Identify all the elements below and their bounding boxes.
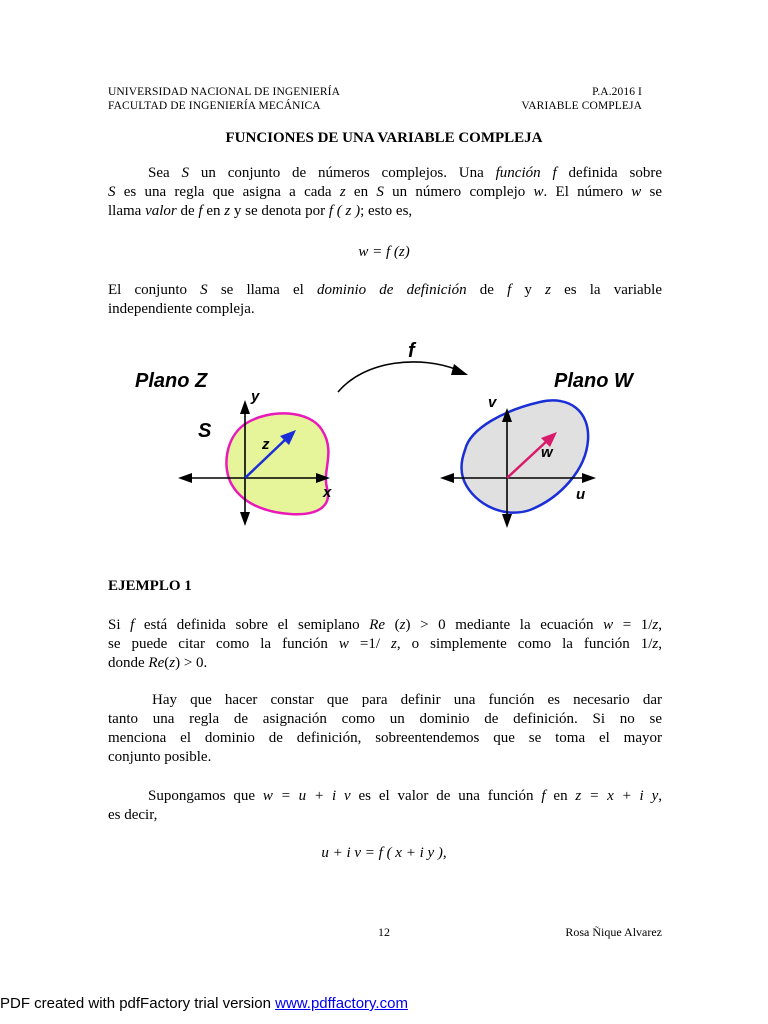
header-course: VARIABLE COMPLEJA <box>521 100 642 112</box>
label-y: y <box>251 388 260 405</box>
mapping-figure <box>0 330 768 530</box>
example-line-1: Si f está definida sobre el semiplano Re (z) > 0 mediante la ecuación w = 1/z, <box>108 617 663 633</box>
header-term: P.A.2016 I <box>592 86 642 98</box>
header-faculty: FACULTAD DE INGENIERÍA MECÁNICA <box>108 100 321 112</box>
label-plano-z: Plano Z <box>135 370 208 392</box>
example-line-2: se puede citar como la función w =1/ z, o simplemente como la función 1/z, <box>108 636 662 652</box>
label-s: S <box>198 420 212 442</box>
region-s <box>226 413 328 514</box>
rule-line-1: Hay que hacer constar que para definir una función es necesario dar <box>152 692 662 708</box>
pdf-footer <box>0 995 408 1012</box>
mapping-arc-head <box>451 364 468 375</box>
label-f: f <box>408 340 415 362</box>
label-plano-w: Plano W <box>554 370 633 392</box>
domain-line-2: independiente compleja. <box>108 301 255 317</box>
intro-paragraph <box>108 164 662 221</box>
intro-line-2: S es una regla que asigna a cada z en S un número complejo w. El número w se <box>108 184 663 200</box>
rule-line-4: conjunto posible. <box>108 749 212 765</box>
header-university: UNIVERSIDAD NACIONAL DE INGENIERÍA <box>108 86 340 98</box>
page-number: 12 <box>378 925 390 939</box>
x-axis-z-arrow-left <box>178 473 192 483</box>
header-right <box>521 85 642 113</box>
example-paragraph <box>108 616 662 673</box>
region-w <box>462 400 589 512</box>
example-heading: EJEMPLO 1 <box>108 578 192 594</box>
pdf-note: PDF created with pdfFactory trial version <box>0 995 276 1012</box>
label-u: u <box>576 486 586 503</box>
mapping-arc <box>338 362 458 392</box>
pdf-factory-link[interactable]: www.pdffactory.com <box>275 995 408 1012</box>
label-z: z <box>262 436 270 453</box>
y-axis-z-arrow-up <box>240 400 250 414</box>
author: Rosa Ñique Alvarez <box>565 925 662 939</box>
example-line-3: donde Re(z) > 0. <box>108 655 208 671</box>
intro-line-1: Sea S un conjunto de números complejos. Una función f definida sobre <box>148 165 662 181</box>
v-axis-w-arrow-down <box>502 514 512 528</box>
page-title: FUNCIONES DE UNA VARIABLE COMPLEJA <box>225 130 543 146</box>
rule-line-3: menciona el dominio de definición, sobreentendemos que se toma el mayor <box>108 730 662 746</box>
suppose-line-2: es decir, <box>108 807 158 823</box>
u-axis-w-arrow-left <box>440 473 454 483</box>
suppose-paragraph <box>108 787 662 825</box>
domain-line-1: El conjunto S se llama el dominio de definición de f y z es la variable <box>108 282 663 298</box>
u-axis-w-arrow-right <box>582 473 596 483</box>
equation-u-iv: u + i v = f ( x + i y ), <box>321 845 447 861</box>
y-axis-z-arrow-down <box>240 512 250 526</box>
suppose-line-1: Supongamos que w = u + i v es el valor de una función f en z = x + i y, <box>148 788 662 804</box>
label-v: v <box>488 394 497 411</box>
equation-w-equals-fz: w = f (z) <box>358 244 410 260</box>
domain-paragraph <box>108 281 662 319</box>
rule-paragraph <box>108 691 662 767</box>
label-x: x <box>323 484 332 501</box>
label-w: w <box>541 444 553 461</box>
rule-line-2: tanto una regla de asignación como un dominio de definición. Si no se <box>108 711 662 727</box>
header-left <box>108 85 340 113</box>
intro-line-3: llama valor de f en z y se denota por f ( z ); esto es, <box>108 203 413 219</box>
